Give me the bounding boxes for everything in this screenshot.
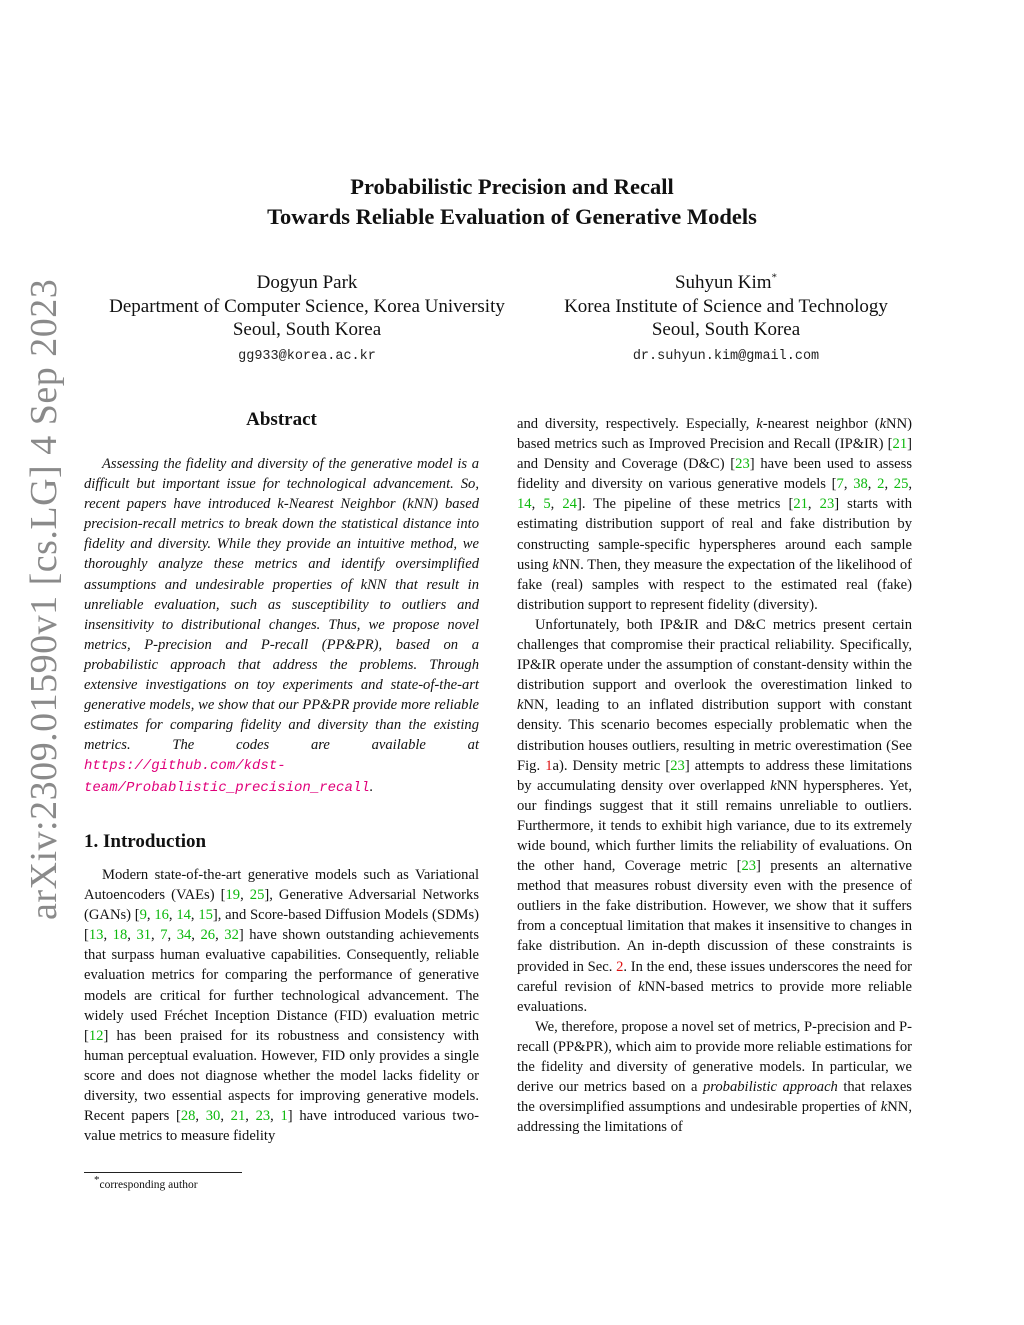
citation-link[interactable]: 25 — [249, 887, 265, 904]
citation-link[interactable]: 23 — [735, 456, 750, 473]
author-name: Suhyun Kim* — [674, 271, 778, 293]
citation-link[interactable]: 30 — [205, 1108, 221, 1125]
citation-link[interactable]: 23 — [819, 496, 835, 513]
italic-term: k — [517, 697, 524, 714]
author-block-1 — [97, 271, 517, 368]
italic-term: k — [770, 777, 777, 794]
citation-link[interactable]: 21 — [892, 436, 908, 453]
citation-link[interactable]: 31 — [136, 927, 152, 944]
italic-term: probabilistic approach — [702, 1079, 838, 1096]
citation-link[interactable]: 21 — [793, 496, 808, 513]
citation-link[interactable]: 2 — [877, 476, 885, 493]
citation-link[interactable]: 7 — [836, 476, 844, 493]
footnote-rule — [84, 1172, 242, 1173]
citation-link[interactable]: 7 — [160, 927, 168, 944]
author-affiliation: Korea Institute of Science and Technology — [564, 295, 888, 317]
paper-title — [0, 172, 1024, 232]
citation-link[interactable]: 21 — [230, 1108, 246, 1125]
author-email[interactable]: gg933@korea.ac.kr — [238, 348, 376, 364]
citation-link[interactable]: 9 — [139, 907, 147, 924]
italic-term: k — [879, 416, 887, 432]
citation-link[interactable]: 23 — [670, 757, 685, 774]
citation-link[interactable]: 18 — [112, 927, 128, 944]
citation-link[interactable]: 24 — [562, 496, 577, 513]
intro-paragraph: We, therefore, propose a novel set of metrics, P-precision and P-recall (PP&PR), which aim to provide more reliable estimations for the fidelity and diversity of generative models. In particular, we derive our metrics based on a probabilistic approach that relaxes the oversimplified assumptions and undesirable properties of kNN, addressing the limitations of — [517, 1018, 912, 1136]
citation-link[interactable]: 15 — [198, 907, 213, 924]
abstract-heading: Abstract — [246, 409, 317, 430]
citation-link[interactable]: 14 — [176, 907, 191, 924]
citation-link[interactable]: 13 — [88, 927, 104, 944]
author-block-2 — [553, 271, 899, 368]
citation-link[interactable]: 12 — [88, 1027, 104, 1044]
intro-paragraph: and diversity, respectively. Especially, k-nearest neighbor (kNN) based metrics such as Improved Precision and Recall (IP&IR) [21] and Density and Coverage (D&C) [23] have been used to assess fidelity and diversity on various generative models [7, 38, 2, 25, 14, 5, 24]. The pipeline of these metrics [21, 23] starts with estimating distribution support of real and fake distribution by constructing sample-specific hyperspheres around each sample using kNN. Then, they measure the expectation of the likelihood of fake (real) samples with respect to the estimated real (fake) distribution support to represent fidelity (diversity). — [517, 416, 913, 613]
author-location: Seoul, South Korea — [651, 319, 801, 340]
citation-link[interactable]: 14 — [517, 496, 532, 513]
italic-term: k — [880, 1099, 888, 1116]
citation-link[interactable]: 26 — [200, 927, 216, 944]
citation-link[interactable]: 19 — [225, 887, 241, 904]
citation-link[interactable]: 28 — [180, 1108, 196, 1125]
footnote-marker: * — [771, 271, 778, 284]
title-line-1: Probabilistic Precision and Recall — [350, 174, 674, 199]
citation-link[interactable]: 1 — [280, 1108, 288, 1125]
introduction-heading: 1. Introduction — [84, 831, 207, 852]
italic-term: k — [638, 978, 645, 995]
author-name: Dogyun Park — [256, 272, 358, 293]
intro-paragraph: Unfortunately, both IP&IR and D&C metrics present certain challenges that compromise their practical reliability. Specifically, IP&IR operate under the assumption of constant-density within the distribution support and overlook the overestimation linked to kNN, leading to an inflated distribution support with constant density. This scenario becomes especially problematic when the distribution houses outliers, resulting in metric overestimation (See Fig. 1a). Density metric [23] attempts to address these limitations by accumulating density over overlapped kNN hyperspheres. Yet, our findings suggest that it still remains unreliable to outliers. Furthermore, it tends to exhibit high variance, due to its extremely wide bound, which further limits the reliability of evaluations. On the other hand, Coverage metric [23] presents an alternative method that measures robust diversity even with the presence of outliers in the fake distribution. However, we show that it suffers from a conceptual limitation that makes it insensitive to changes in fake distribution. An in-depth discussion of these constraints is provided in Sec. 2. In the end, these issues underscores the need for careful revision of kNN-based metrics to provide more reliable evaluations. — [517, 616, 913, 1015]
introduction-left-column — [84, 865, 479, 1146]
author-email[interactable]: dr.suhyun.kim@gmail.com — [632, 348, 820, 364]
citation-link[interactable]: 34 — [176, 927, 192, 944]
citation-link[interactable]: 16 — [154, 907, 169, 924]
abstract-text: Assessing the fidelity and diversity of the generative model is a difficult but important issue for technological advancement. So, recent papers have introduced k-Nearest Neighbor (kNN) based precision-recall metrics to break down the statistical distance into fidelity and diversity. While they provide an intuitive method, we thoroughly analyze these metrics and identify oversimplified assumptions and undesirable properties of kNN that result in unreliable evaluation, such as susceptibility to outliers and insensitivity to distributional changes. Thus, we propose novel metrics, P-precision and P-recall (PP&PR), based on a probabilistic approach that address the problems. Through extensive investigations on toy experiments and state-of-the-art generative models, we show that our PP&PR provide more reliable estimates for comparing fidelity and diversity than the existing metrics. The codes are available at https://github.com/kdst-team/Probablistic_precision_recall. — [84, 456, 479, 796]
citation-link[interactable]: 23 — [255, 1108, 271, 1125]
author-location: Seoul, South Korea — [232, 319, 382, 340]
citation-link[interactable]: 38 — [853, 476, 868, 493]
arxiv-stamp: arXiv:2309.01590v1 [cs.LG] 4 Sep 2023 — [23, 278, 65, 920]
author-affiliation: Department of Computer Science, Korea University — [109, 295, 505, 317]
italic-term: k — [552, 556, 559, 573]
cross-reference-link[interactable]: 1 — [545, 757, 553, 774]
citation-link[interactable]: 32 — [224, 927, 239, 944]
cross-reference-link[interactable]: 2 — [616, 958, 624, 975]
italic-term: k — [756, 416, 763, 432]
citation-link[interactable]: 23 — [741, 858, 757, 875]
intro-paragraph: Modern state-of-the-art generative models such as Variational Autoencoders (VAEs) [19, 25], Generative Adversarial Networks (GANs) [9, 16, 14, 15], and Score-based Diffusion Models (SDMs) [13, 18, 31, 7, 34, 26, 32] have shown outstanding achievements that surpass human evaluative capabilities. Consequently, reliable evaluation metrics for comparing the performance of generative models are critical for further technological advancement. The widely used Fréchet Inception Distance (FID) evaluation metric [12] has been praised for its robustness and consistency with human perceptual evaluation. However, FID only provides a single score and does not diagnose whether the model lacks fidelity or diversity, two essential aspects for improving generative models. Recent papers [28, 30, 21, 23, 1] have introduced various two-value metrics to measure fidelity — [84, 867, 480, 1145]
code-link[interactable]: https://github.com/kdst-team/Probablistic_precision_recall — [84, 758, 370, 796]
citation-link[interactable]: 5 — [543, 496, 551, 513]
citation-link[interactable]: 25 — [893, 476, 909, 493]
title-line-2: Towards Reliable Evaluation of Generative Models — [267, 204, 757, 229]
footnote: *corresponding author — [94, 1174, 198, 1191]
introduction-right-column — [517, 414, 912, 1137]
